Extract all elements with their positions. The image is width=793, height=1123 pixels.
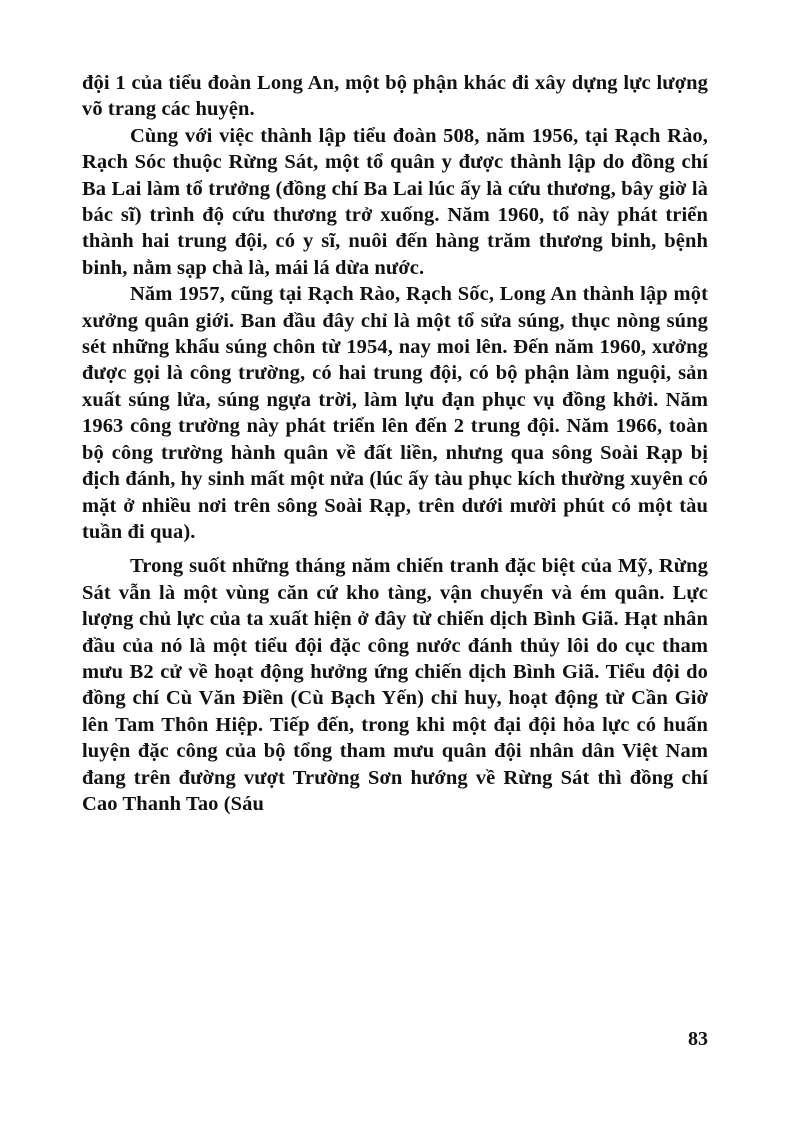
paragraph-gap xyxy=(82,545,708,553)
paragraph-2: Cùng với việc thành lập tiểu đoàn 508, năm 1956, tại Rạch Rào, Rạch Sóc thuộc Rừng Sát, một tổ quân y được thành lập do đồng chí Ba Lai làm tổ trưởng (đồng chí Ba Lai lúc ấy là cứu thương, bây giờ là bác sĩ) trình độ cứu thương trở xuống. Năm 1960, tổ này phát triển thành hai trung đội, có y sĩ, nuôi đến hàng trăm thương binh, bệnh binh, nằm sạp chà là, mái lá dừa nước. xyxy=(82,124,708,279)
paragraph-3: Năm 1957, cũng tại Rạch Rào, Rạch Sốc, Long An thành lập một xưởng quân giới. Ban đầu đây chỉ là một tổ sửa súng, thục nòng súng sét những khẩu súng chôn từ 1954, nay moi lên. Đến năm 1960, xưởng được gọi là công trường, có hai trung đội, có bộ phận làm nguội, sản xuất súng lửa, súng ngựa trời, làm lựu đạn phục vụ đồng khởi. Năm 1963 công trường này phát triển lên đến 2 trung đội. Năm 1966, toàn bộ công trường hành quân về đất liền, nhưng qua sông Soài Rạp bị địch đánh, hy sinh mất một nửa (lúc ấy tàu phục kích thường xuyên có mặt ở nhiều nơi trên sông Soài Rạp, trên dưới mười phút có một tàu tuần đi qua). xyxy=(82,283,708,543)
page-number: 83 xyxy=(688,1028,708,1050)
paragraph-4: Trong suốt những tháng năm chiến tranh đặc biệt của Mỹ, Rừng Sát vẫn là một vùng căn cứ kho tàng, vận chuyển và ém quân. Lực lượng chủ lực của ta xuất hiện ở đây từ chiến dịch Bình Giã. Hạt nhân đầu của nó là một tiểu đội đặc công nước đánh thủy lôi do cục tham mưu B2 cử về hoạt động hưởng ứng chiến dịch Bình Giã. Tiểu đội do đồng chí Cù Văn Điền (Cù Bạch Yến) chỉ huy, hoạt động từ Cần Giờ lên Tam Thôn Hiệp. Tiếp đến, trong khi một đại đội hỏa lực có huấn luyện đặc công của bộ tổng tham mưu quân đội nhân dân Việt Nam đang trên đường vượt Trường Sơn hướng về Rừng Sát thì đồng chí Cao Thanh Tao (Sáu xyxy=(82,555,708,815)
paragraph-1: đội 1 của tiểu đoàn Long An, một bộ phận khác đi xây dựng lực lượng võ trang các huyện. xyxy=(82,72,708,121)
page-body xyxy=(82,70,708,817)
